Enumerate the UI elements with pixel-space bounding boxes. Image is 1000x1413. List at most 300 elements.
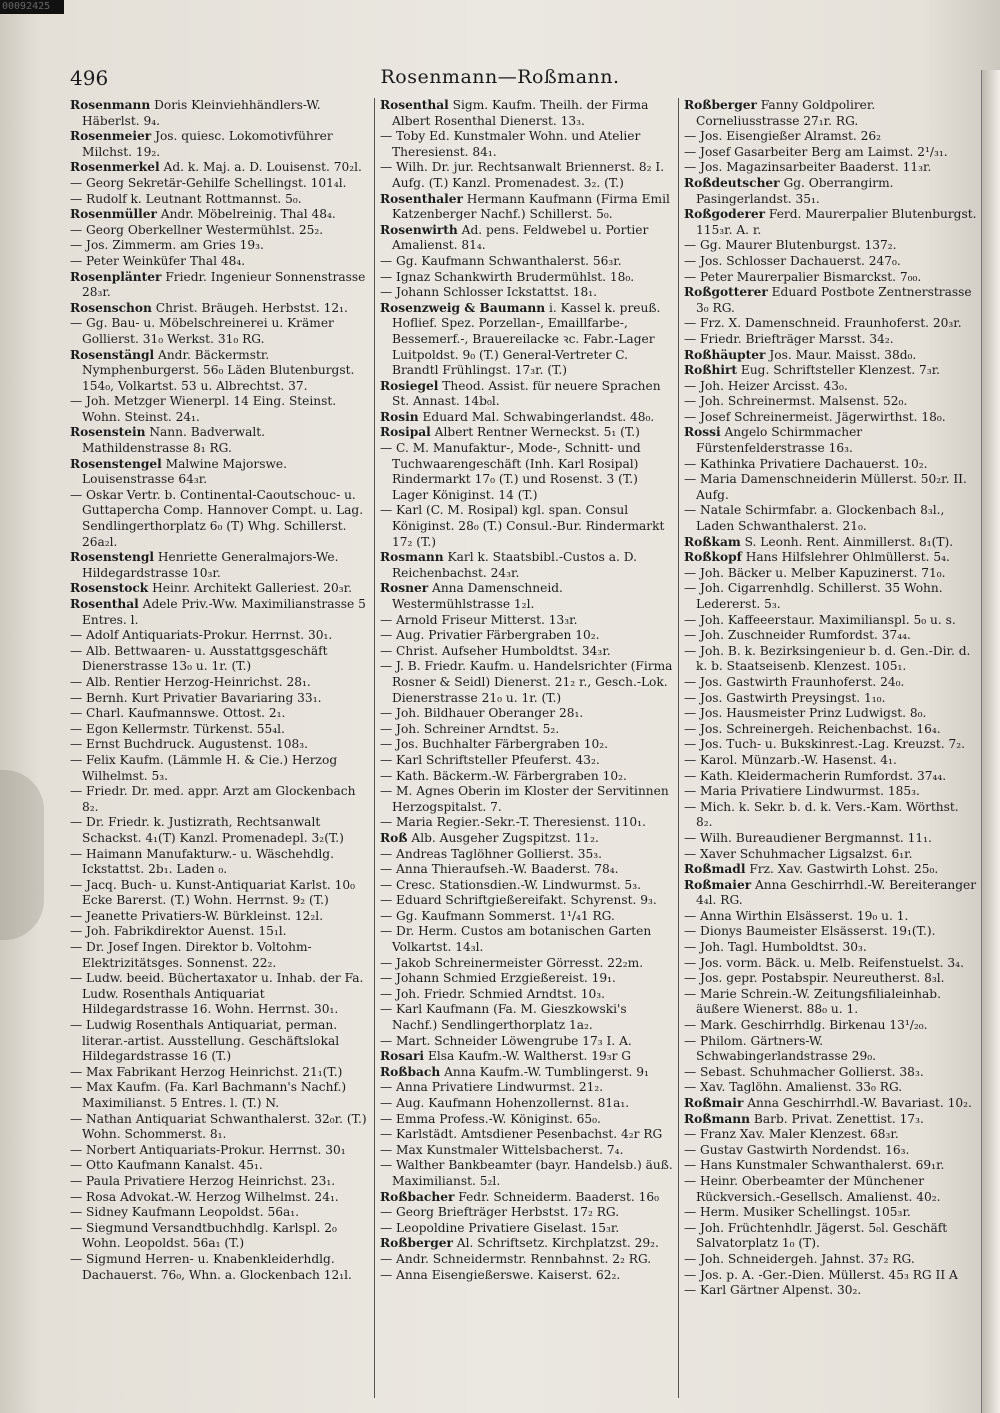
directory-entry xyxy=(684,628,977,644)
entry-text: S. Leonh. Rent. Ainmillerst. 8₁(T). xyxy=(740,534,954,549)
directory-entry xyxy=(380,129,673,160)
entry-text: Nann. Badverwalt. Mathildenstrasse 8₁ RG. xyxy=(82,425,266,456)
entry-text: — Mark. Geschirrhdlg. Birkenau 13¹/₂₀. xyxy=(684,1018,928,1033)
directory-entry xyxy=(380,644,673,660)
directory-entry xyxy=(380,909,673,925)
entry-text: — Jos. Tuch- u. Bukskinrest.-Lag. Kreuzst. 7₂. xyxy=(684,737,966,752)
directory-entry xyxy=(70,129,369,160)
entry-text: — Dr. Josef Ingen. Direktor b. Voltohm-Elektrizitätsges. Sonnenst. 22₂. xyxy=(70,940,312,970)
entry-surname: Roßmair xyxy=(684,1096,744,1110)
entry-text: — Wilh. Bureaudiener Bergmannst. 11₁. xyxy=(684,830,932,845)
directory-entry xyxy=(70,628,369,644)
directory-entry xyxy=(70,160,369,176)
directory-entry xyxy=(380,192,673,223)
entry-text: — Maria Regier.-Sekr.-T. Theresienst. 110₁. xyxy=(380,815,646,830)
entry-text: — Haimann Manufakturw.- u. Wäschehdlg. Ickstattst. 2b₁. Laden ₀. xyxy=(70,846,334,877)
entry-text: Doris Kleinviehhändlers-W. Häberlst. 9₄. xyxy=(82,98,321,128)
entry-surname: Rosipal xyxy=(380,425,431,440)
entry-text: — Jos. Magazinsarbeiter Baaderst. 11₃r. xyxy=(684,160,932,175)
directory-entry xyxy=(380,1096,673,1112)
entry-surname: Rosenthal xyxy=(70,597,139,611)
directory-entry xyxy=(380,659,673,706)
entry-text: — Hans Kunstmaler Schwanthalerst. 69₁r. xyxy=(684,1158,945,1173)
entry-surname: Roßberger xyxy=(380,1236,453,1251)
directory-entry xyxy=(70,722,369,738)
entry-text: — Felix Kaufm. (Lämmle H. & Cie.) Herzog Wilhelmst. 5₃. xyxy=(70,752,338,783)
directory-entry xyxy=(70,706,369,722)
entry-text: — Josef Schreinermeist. Jägerwirthst. 18₀. xyxy=(684,409,946,424)
directory-entry xyxy=(684,316,977,332)
entry-text: Henriette Generalmajors-We. Hildegardstrasse 10₃r. xyxy=(82,550,339,580)
entry-text: — Gustav Gastwirth Nordendst. 16₃. xyxy=(684,1142,910,1157)
entry-text: — Arnold Friseur Mitterst. 13₃r. xyxy=(380,612,578,627)
directory-entry xyxy=(380,1158,673,1189)
directory-entry xyxy=(70,1112,369,1143)
directory-entry xyxy=(684,831,977,847)
directory-entry xyxy=(380,410,673,426)
entry-surname: Rosenstock xyxy=(70,581,149,596)
directory-entry xyxy=(70,550,369,581)
directory-entry xyxy=(684,940,977,956)
directory-entry xyxy=(380,425,673,441)
entry-text: — Josef Gasarbeiter Berg am Laimst. 2¹/₃₁. xyxy=(684,144,948,159)
entry-text: — Heinr. Oberbeamter der Münchener Rückversich.-Gesellsch. Amalienst. 40₂. xyxy=(684,1173,941,1204)
entry-text: Hermann Kaufmann (Firma Emil Katzenberger Nachf.) Schillerst. 5₀. xyxy=(392,191,670,222)
entry-text: — Adolf Antiquariats-Prokur. Herrnst. 30₁. xyxy=(70,628,333,643)
entry-text: Eduard Postbote Zentnerstrasse 3₀ RG. xyxy=(696,285,972,315)
directory-entry xyxy=(380,893,673,909)
entry-surname: Roßhirt xyxy=(684,363,738,378)
entry-text: Ad. pens. Feldwebel u. Portier Amalienst. 81₄. xyxy=(392,222,649,253)
entry-text: — Dionys Baumeister Elsässerst. 19₁(T.). xyxy=(684,924,936,939)
directory-entry xyxy=(684,878,977,909)
entry-text: — Toby Ed. Kunstmaler Wohn. und Atelier Theresienst. 84₁. xyxy=(380,129,641,159)
directory-entry xyxy=(684,1283,977,1299)
entry-text: Anna Geschirrhdl.-W. Bavariast. 10₂. xyxy=(743,1096,972,1110)
entry-text: — Joh. Schneidergeh. Jahnst. 37₂ RG. xyxy=(684,1251,915,1266)
directory-entry xyxy=(684,1065,977,1081)
directory-entry xyxy=(70,316,369,347)
directory-entry xyxy=(70,238,369,254)
entry-text: Frz. Xav. Gastwirth Lohst. 25₀. xyxy=(745,862,939,877)
entry-text: — Wilh. Dr. jur. Rechtsanwalt Briennerst. 8₂ I. Aufg. (T.) Kanzl. Promenadest. 3₂. (T.) xyxy=(380,160,665,190)
entry-surname: Rosin xyxy=(380,409,419,424)
entry-text: Theod. Assist. für neuere Sprachen St. Annast. 14b₀l. xyxy=(392,378,661,409)
directory-entry xyxy=(380,1127,673,1143)
entry-text: — Frz. X. Damenschneid. Fraunhoferst. 20₃r. xyxy=(684,316,962,331)
entry-text: — Gg. Kaufmann Sommerst. 1¹/₄1 RG. xyxy=(380,908,615,923)
directory-entry xyxy=(684,566,977,582)
entry-text: — Egon Kellermstr. Türkenst. 55₄l. xyxy=(70,721,285,736)
entry-text: Andr. Bäckermstr. Nymphenburgerst. 56₀ Läden Blutenburgst. 154₀, Volkartst. 53 u. Albrechtst. 37. xyxy=(82,347,355,393)
entry-text: — Kath. Bäckerm.-W. Färbergraben 10₂. xyxy=(380,768,627,783)
directory-entry xyxy=(684,129,977,145)
entry-surname: Rosiegel xyxy=(380,378,439,393)
directory-entry xyxy=(70,1158,369,1174)
entry-text: — Johann Schlosser Ickstattst. 18₁. xyxy=(380,285,598,300)
directory-entry xyxy=(380,862,673,878)
entry-text: — Joh. B. k. Bezirksingenieur b. d. Gen.-Dir. d. k. b. Staatseisenb. Klenzest. 105₁. xyxy=(684,643,971,674)
entry-text: Elsa Kaufm.-W. Waltherst. 19₃r G xyxy=(424,1049,632,1064)
directory-entry xyxy=(380,924,673,955)
directory-entry xyxy=(684,862,977,878)
directory-entry xyxy=(684,847,977,863)
entry-text: — Gg. Maurer Blutenburgst. 137₂. xyxy=(684,238,897,253)
entry-text: — Joh. Schreinermst. Malsenst. 52₀. xyxy=(684,394,908,409)
entry-text: — Jeanette Privatiers-W. Bürkleinst. 12₂l. xyxy=(70,908,324,923)
entry-surname: Rosenzweig & Baumann xyxy=(380,300,546,315)
entry-surname: Roßmaier xyxy=(684,877,752,892)
entry-text: — Maria Privatiere Lindwurmst. 185₃. xyxy=(684,784,920,799)
entry-surname: Rosenwirth xyxy=(380,222,458,237)
entry-surname: Roßkam xyxy=(684,534,741,549)
directory-entry xyxy=(684,1268,977,1284)
entry-surname: Roßbach xyxy=(380,1064,441,1079)
directory-entry xyxy=(684,1221,977,1252)
directory-entry xyxy=(380,1112,673,1128)
entry-text: — Joh. Metzger Wienerpl. 14 Eing. Steinst. Wohn. Steinst. 24₁. xyxy=(70,394,337,424)
entry-text: — Herm. Musiker Schellingst. 105₃r. xyxy=(684,1205,911,1220)
entry-text: — Joh. Tagl. Humboldtst. 30₃. xyxy=(684,940,867,955)
directory-entry xyxy=(70,581,369,597)
entry-text: — Cresc. Stationsdien.-W. Lindwurmst. 5₃. xyxy=(380,877,641,892)
directory-entry xyxy=(684,753,977,769)
entry-text: — Andr. Schneidermstr. Rennbahnst. 2₂ RG. xyxy=(380,1251,652,1266)
entry-surname: Rosenthaler xyxy=(380,191,463,206)
entry-text: Ferd. Maurerpalier Blutenburgst. 115₃r. A. r. xyxy=(696,207,977,237)
directory-entry xyxy=(380,254,673,270)
entry-text: — Norbert Antiquariats-Prokur. Herrnst. 30₁ xyxy=(70,1142,346,1157)
directory-entry xyxy=(380,753,673,769)
entry-text: Adele Priv.-Ww. Maximilianstrasse 5 Entres. l. xyxy=(82,597,366,627)
entry-text: — Karol. Münzarb.-W. Hasenst. 4₁. xyxy=(684,752,897,767)
entry-surname: Rosenstängl xyxy=(70,347,155,362)
directory-entry xyxy=(380,550,673,581)
entry-text: — Anna Wirthin Elsässerst. 19₀ u. 1. xyxy=(684,908,909,923)
entry-text: — Sebast. Schuhmacher Gollierst. 38₃. xyxy=(684,1064,924,1079)
directory-entry xyxy=(684,956,977,972)
entry-surname: Rosenstengel xyxy=(70,456,162,471)
entry-text: — Philom. Gärtners-W. Schwabingerlandstrasse 29₀. xyxy=(684,1033,877,1064)
entry-text: — Karl Gärtner Alpenst. 30₂. xyxy=(684,1283,862,1298)
entry-text: Fanny Goldpolirer. Corneliusstrasse 27₁r. RG. xyxy=(696,98,876,128)
directory-entry xyxy=(684,1096,977,1112)
entry-text: — Max Kaufm. (Fa. Karl Bachmann's Nachf.) Maximilianst. 5 Entres. l. (T.) N. xyxy=(70,1080,347,1110)
entry-text: — Kathinka Privatiere Dachauerst. 10₂. xyxy=(684,456,928,471)
entry-text: — Leopoldine Privatiere Giselast. 15₃r. xyxy=(380,1220,620,1235)
entry-text: Fedr. Schneiderm. Baaderst. 16₀ xyxy=(454,1189,660,1204)
entry-text: — Joh. Schreiner Arndtst. 5₂. xyxy=(380,721,560,736)
entry-text: — C. M. Manufaktur-, Mode-, Schnitt- und Tuchwaarengeschäft (Inh. Karl Rosipal) Rindermarkt 17₀ (T.) und Rosenst. 3 (T.) Lager Königinst. 14 (T.) xyxy=(380,441,641,502)
entry-text: — Andreas Taglöhner Gollierst. 35₃. xyxy=(380,846,603,861)
directory-entry xyxy=(380,1049,673,1065)
directory-entry xyxy=(380,847,673,863)
directory-entry xyxy=(70,784,369,815)
entry-text: Anna Kaufm.-W. Tumblingerst. 9₁ xyxy=(440,1064,649,1079)
directory-entry xyxy=(70,223,369,239)
directory-entry xyxy=(380,831,673,847)
directory-entry xyxy=(684,285,977,316)
directory-entry xyxy=(684,1158,977,1174)
entry-surname: Rosenmann xyxy=(70,98,151,112)
directory-entry xyxy=(380,815,673,831)
directory-entry xyxy=(684,784,977,800)
directory-entry xyxy=(70,691,369,707)
page-number: 496 xyxy=(70,66,109,90)
entry-text: — Emma Profess.-W. Königinst. 65₀. xyxy=(380,1111,601,1126)
entry-text: Andr. Möbelreinig. Thal 48₄. xyxy=(156,207,336,222)
directory-entry xyxy=(380,1002,673,1033)
directory-entry xyxy=(380,987,673,1003)
directory-entry xyxy=(684,924,977,940)
entry-surname: Rosenmerkel xyxy=(70,160,160,175)
directory-entry xyxy=(684,254,977,270)
entry-text: Angelo Schirmmacher Fürstenfelderstrasse 16₃. xyxy=(696,425,863,456)
directory-entry xyxy=(684,535,977,551)
entry-text: — Johann Schmied Erzgießereist. 19₁. xyxy=(380,971,616,986)
directory-entry xyxy=(684,613,977,629)
entry-text: — J. B. Friedr. Kaufm. u. Handelsrichter (Firma Rosner & Seidl) Dienerst. 21₂ r., Gesch.-Lok. Dienerstrasse 21₀ u. 1r. (T.) xyxy=(380,659,673,705)
directory-entry xyxy=(380,379,673,410)
directory-entry xyxy=(684,1018,977,1034)
directory-entry xyxy=(684,98,977,129)
entry-text: — Alb. Bettwaaren- u. Ausstattgsgeschäft Dienerstrasse 13₀ u. 1r. (T.) xyxy=(70,643,328,674)
directory-entry xyxy=(380,1205,673,1221)
entry-surname: Roßberger xyxy=(684,98,757,112)
entry-text: — Jos. Schreinergeh. Reichenbachst. 16₄. xyxy=(684,721,941,736)
directory-entry xyxy=(70,847,369,878)
directory-entry xyxy=(380,971,673,987)
directory-entry xyxy=(380,160,673,191)
entry-text: — Sigmund Herren- u. Knabenkleiderhdlg. Dachauerst. 76₀, Whn. a. Glockenbach 12₁l. xyxy=(70,1251,352,1282)
directory-entry xyxy=(70,301,369,317)
directory-entry xyxy=(684,1143,977,1159)
entry-text: — Jos. p. A. -Ger.-Dien. Müllerst. 45₃ RG II A xyxy=(684,1267,958,1282)
directory-entry xyxy=(380,581,673,612)
entry-text: — Georg Briefträger Herbstst. 17₂ RG. xyxy=(380,1205,620,1220)
entry-text: — Jos. Hausmeister Prinz Ludwigst. 8₀. xyxy=(684,706,927,721)
directory-entry xyxy=(380,503,673,550)
directory-entry xyxy=(684,971,977,987)
entry-text: — Anna Privatiere Lindwurmst. 21₂. xyxy=(380,1080,604,1095)
entry-text: — Jos. Gastwirth Preysingst. 1₁₀. xyxy=(684,690,886,705)
directory-entry xyxy=(70,753,369,784)
directory-entry xyxy=(380,98,673,129)
directory-entry xyxy=(70,971,369,1018)
entry-text: Jos. quiesc. Lokomotivführer Milchst. 19₂. xyxy=(82,129,333,159)
directory-entry xyxy=(70,192,369,208)
directory-entry xyxy=(70,394,369,425)
entry-text: Eduard Mal. Schwabingerlandst. 48₀. xyxy=(418,409,655,424)
directory-entry xyxy=(70,270,369,301)
entry-text: — Peter Maurerpalier Bismarckst. 7₀₀. xyxy=(684,269,922,284)
entry-text: — Joh. Cigarrenhdlg. Schillerst. 35 Wohn. Ledererst. 5₃. xyxy=(684,581,943,611)
entry-text: Albert Rentner Werneckst. 5₁ (T.) xyxy=(430,425,640,440)
entry-text: — Joh. Zuschneider Rumfordst. 37₄₄. xyxy=(684,628,911,643)
entry-text: — Sidney Kaufmann Leopoldst. 56a₁. xyxy=(70,1205,299,1220)
entry-text: — Franz Xav. Maler Klenzest. 68₃r. xyxy=(684,1127,899,1142)
directory-entry xyxy=(684,691,977,707)
column-3 xyxy=(678,98,982,1398)
entry-text: — Alb. Rentier Herzog-Heinrichst. 28₁. xyxy=(70,674,311,689)
entry-text: — Ludw. beeid. Büchertaxator u. Inhab. der Fa. Ludw. Rosenthals Antiquariat Hildegardstrasse 16. Wohn. Herrnst. 30₁. xyxy=(70,971,364,1017)
entry-text: Anna Geschirrhdl.-W. Bereiteranger 4₄l. RG. xyxy=(696,877,977,908)
entry-text: — Dr. Friedr. k. Justizrath, Rechtsanwalt Schackst. 4₁(T) Kanzl. Promenadepl. 3₂(T.) xyxy=(70,815,344,845)
entry-text: Sigm. Kaufm. Theilh. der Firma Albert Rosenthal Dienerst. 13₃. xyxy=(392,98,649,128)
directory-entry xyxy=(380,1252,673,1268)
entry-text: — Mich. k. Sekr. b. d. k. Vers.-Kam. Wörthst. 8₂. xyxy=(684,799,959,830)
entry-text: — Dr. Herm. Custos am botanischen Garten Volkartst. 14₃l. xyxy=(380,924,652,955)
directory-entry xyxy=(684,800,977,831)
directory-entry xyxy=(70,488,369,550)
entry-text: — Ignaz Schankwirth Brudermühlst. 18₀. xyxy=(380,269,635,284)
directory-entry xyxy=(70,1018,369,1065)
directory-entry xyxy=(684,457,977,473)
entry-text: — Joh. Bildhauer Oberanger 28₁. xyxy=(380,706,584,721)
entry-surname: Roßbacher xyxy=(380,1189,455,1204)
entry-surname: Roßmadl xyxy=(684,862,746,877)
directory-entry xyxy=(684,1205,977,1221)
entry-surname: Roßgoderer xyxy=(684,207,766,222)
entry-surname: Rosmann xyxy=(380,550,444,565)
entry-text: — Kath. Kleidermacherin Rumfordst. 37₄₄. xyxy=(684,768,947,783)
directory-entry xyxy=(380,441,673,503)
entry-text: i. Kassel k. preuß. Hoflief. Spez. Porzellan-, Emaillfarbe-, Bessemerf.-, Brauereilacke ꝛc. Fabr.-Lager Luitpoldst. 9₀ (T.) General-Vertreter C. Brandtl Frühlingst. 17₃r. (T.) xyxy=(392,300,661,378)
directory-entry xyxy=(380,628,673,644)
entry-text: — Rudolf k. Leutnant Rottmannst. 5₀. xyxy=(70,191,302,206)
entry-text: — Jos. gepr. Postabspir. Neureutherst. 8₃l. xyxy=(684,971,945,986)
entry-text: — Xav. Taglöhn. Amalienst. 33₀ RG. xyxy=(684,1080,903,1095)
entry-text: — Friedr. Dr. med. appr. Arzt am Glockenbach 8₂. xyxy=(70,784,356,814)
entry-text: — Aug. Privatier Färbergraben 10₂. xyxy=(380,628,600,643)
directory-entry xyxy=(70,924,369,940)
entry-text: — Marie Schrein.-W. Zeitungsfilialeinhab. äußere Wienerst. 88₀ u. 1. xyxy=(684,986,941,1017)
directory-entry xyxy=(684,737,977,753)
directory-entry xyxy=(70,348,369,395)
entry-text: Al. Schriftsetz. Kirchplatzst. 29₂. xyxy=(452,1236,659,1251)
entry-text: Friedr. Ingenieur Sonnenstrasse 28₃r. xyxy=(82,269,366,300)
directory-entry xyxy=(70,878,369,909)
next-page-edge xyxy=(981,70,1000,1413)
entry-text: — Eduard Schriftgießereifakt. Schyrenst. 9₃. xyxy=(380,893,657,908)
directory-entry xyxy=(684,1174,977,1205)
entry-text: — Jos. Eisengießer Alramst. 26₂ xyxy=(684,129,882,144)
directory-entry xyxy=(70,1174,369,1190)
entry-text: — Georg Sekretär-Gehilfe Schellingst. 101₄l. xyxy=(70,175,347,190)
directory-entry xyxy=(684,644,977,675)
entry-text: Karl k. Staatsbibl.-Custos a. D. Reichenbachst. 24₃r. xyxy=(392,550,637,580)
directory-entry xyxy=(684,363,977,379)
entry-text: — Karlstädt. Amtsdiener Pesenbachst. 4₂r RG xyxy=(380,1127,663,1142)
entry-text: Malwine Majorswe. Louisenstrasse 64₃r. xyxy=(82,456,287,487)
entry-text: Jos. Maur. Maisst. 38d₀. xyxy=(765,347,917,362)
directory-entry xyxy=(380,285,673,301)
directory-entry xyxy=(70,1205,369,1221)
entry-surname: Roß xyxy=(380,830,408,845)
directory-entry xyxy=(380,784,673,815)
entry-text: — Joh. Früchtenhdlr. Jägerst. 5₀l. Geschäft Salvatorplatz 1₀ (T). xyxy=(684,1220,948,1251)
entry-text: — Paula Privatiere Herzog Heinrichst. 23₁. xyxy=(70,1173,336,1188)
directory-columns xyxy=(70,98,982,1398)
directory-entry xyxy=(70,940,369,971)
entry-text: — Bernh. Kurt Privatier Bavariaring 33₁. xyxy=(70,690,322,705)
entry-text: — M. Agnes Oberin im Kloster der Servitinnen Herzogspitalst. 7. xyxy=(380,784,669,814)
directory-entry xyxy=(380,1236,673,1252)
entry-text: Gg. Oberrangirm. Pasingerlandst. 35₁. xyxy=(696,175,894,206)
entry-text: — Mart. Schneider Löwengrube 17₃ I. A. xyxy=(380,1033,632,1048)
directory-entry xyxy=(380,1221,673,1237)
entry-text: — Anna Eisengießerswe. Kaiserst. 62₂. xyxy=(380,1267,621,1282)
directory-entry xyxy=(380,706,673,722)
directory-entry xyxy=(684,909,977,925)
entry-text: — Joh. Heizer Arcisst. 43₀. xyxy=(684,378,848,393)
entry-surname: Rosenmüller xyxy=(70,207,157,222)
directory-entry xyxy=(684,769,977,785)
directory-entry xyxy=(70,644,369,675)
entry-text: — Walther Bankbeamter (bayr. Handelsb.) äuß. Maximilianst. 5₂l. xyxy=(380,1158,673,1188)
entry-text: — Joh. Fabrikdirektor Auenst. 15₁l. xyxy=(70,924,287,939)
directory-entry xyxy=(70,737,369,753)
directory-entry xyxy=(380,270,673,286)
entry-text: Hans Hilfslehrer Ohlmüllerst. 5₄. xyxy=(741,550,950,565)
entry-text: — Xaver Schuhmacher Ligsalzst. 6₁r. xyxy=(684,846,913,861)
directory-entry xyxy=(684,425,977,456)
entry-text: Eug. Schriftsteller Klenzest. 7₃r. xyxy=(737,363,941,378)
directory-entry xyxy=(684,581,977,612)
entry-text: — Gg. Kaufmann Schwanthalerst. 56₃r. xyxy=(380,253,622,268)
directory-entry xyxy=(70,597,369,628)
entry-text: — Jos. Schlosser Dachauerst. 247₀. xyxy=(684,253,901,268)
entry-text: — Friedr. Briefträger Marsst. 34₂. xyxy=(684,331,894,346)
directory-entry xyxy=(380,1268,673,1284)
directory-entry xyxy=(380,956,673,972)
directory-entry xyxy=(684,1080,977,1096)
entry-text: Barb. Privat. Zenettist. 17₃. xyxy=(750,1111,924,1126)
directory-entry xyxy=(380,737,673,753)
directory-entry xyxy=(70,1080,369,1111)
entry-text: Alb. Ausgeher Zugspitzst. 11₂. xyxy=(407,830,599,845)
directory-entry xyxy=(70,207,369,223)
entry-text: — Max Kunstmaler Wittelsbacherst. 7₄. xyxy=(380,1142,624,1157)
entry-text: — Nathan Antiquariat Schwanthalerst. 32₀r. (T.) Wohn. Schommerst. 8₁. xyxy=(70,1111,367,1142)
entry-text: — Siegmund Versandtbuchhdlg. Karlspl. 2₀ Wohn. Leopoldst. 56a₁ (T.) xyxy=(70,1220,337,1251)
entry-text: — Gg. Bau- u. Möbelschreinerei u. Krämer Gollierst. 31₀ Werkst. 31₀ RG. xyxy=(70,316,334,346)
entry-text: Ad. k. Maj. a. D. Louisenst. 70₂l. xyxy=(159,160,362,175)
entry-text: Anna Damenschneid. Westermühlstrasse 1₂l. xyxy=(392,581,563,611)
directory-entry xyxy=(684,722,977,738)
directory-entry xyxy=(70,98,369,129)
entry-text: — Oskar Vertr. b. Continental-Caoutschouc- u. Guttapercha Comp. Hannover Compt. u. Lag. Sendlingerthorplatz 6₀ (T) Whg. Schillerst. 26a₂l. xyxy=(70,487,364,549)
entry-surname: Rosenplänter xyxy=(70,269,162,284)
directory-entry xyxy=(684,379,977,395)
directory-entry xyxy=(684,410,977,426)
entry-surname: Rosenmeier xyxy=(70,129,152,144)
entry-text: — Karl (C. M. Rosipal) kgl. span. Consul Königinst. 28₀ (T.) Consul.-Bur. Rindermarkt 17₂ (T.) xyxy=(380,503,665,549)
entry-text: — Anna Thieraufseh.-W. Baaderst. 78₄. xyxy=(380,862,619,877)
directory-entry xyxy=(684,1252,977,1268)
entry-text: — Jakob Schreinermeister Görresst. 22₂m. xyxy=(380,955,644,970)
entry-surname: Rosenstengl xyxy=(70,550,154,565)
entry-text: — Ernst Buchdruck. Augustenst. 108₃. xyxy=(70,737,309,752)
directory-entry xyxy=(70,176,369,192)
column-1 xyxy=(70,98,374,1398)
directory-entry xyxy=(70,1221,369,1252)
directory-entry xyxy=(70,815,369,846)
directory-entry xyxy=(684,270,977,286)
directory-entry xyxy=(684,987,977,1018)
entry-text: — Jos. Buchhalter Färbergraben 10₂. xyxy=(380,737,609,752)
entry-text: — Jos. vorm. Bäck. u. Melb. Reifenstuelst. 3₄. xyxy=(684,955,964,970)
